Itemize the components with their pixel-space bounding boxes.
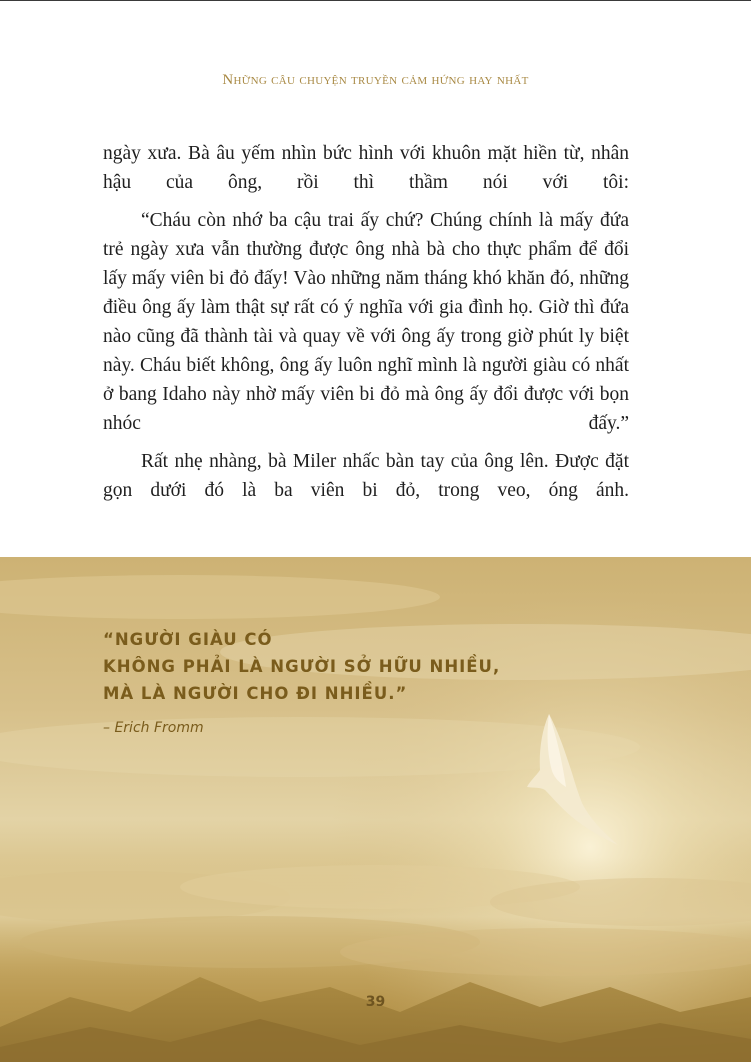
- quote-line: MÀ LÀ NGƯỜI CHO ĐI NHIỀU.”: [103, 684, 408, 703]
- body-text: [103, 139, 629, 514]
- paragraph-continuation: ngày xưa. Bà âu yếm nhìn bức hình với khuôn mặt hiền từ, nhân hậu của ông, rồi thì thầm nói với tôi:: [103, 143, 629, 193]
- quote-line: KHÔNG PHẢI LÀ NGƯỜI SỞ HỮU NHIỀU,: [103, 657, 501, 676]
- quote-block: [103, 626, 623, 707]
- quote-author: – Erich Fromm: [103, 720, 204, 736]
- paragraph-closing: Rất nhẹ nhàng, bà Miler nhấc bàn tay của ông lên. Được đặt gọn dưới đó là ba viên bi đỏ, trong veo, óng ánh.: [103, 451, 629, 501]
- quote-line: “NGƯỜI GIÀU CÓ: [103, 630, 273, 649]
- page-number: 39: [365, 994, 386, 1010]
- paragraph-quote: “Cháu còn nhớ ba cậu trai ấy chứ? Chúng chính là mấy đứa trẻ ngày xưa vẫn thường được ông nhà bà cho thực phẩm để đổi lấy mấy viên bi đỏ đấy! Vào những năm tháng khó khăn đó, những điều ông ấy làm thật sự rất có ý nghĩa với gia đình họ. Giờ thì đứa nào cũng đã thành tài và quay về với ông ấy trong giờ phút ly biệt này. Cháu biết không, ông ấy luôn nghĩ mình là người giàu có nhất ở bang Idaho này nhờ mấy viên bi đỏ mà ông ấy đổi được với bọn nhóc đấy.”: [103, 210, 629, 434]
- running-header: Những câu chuyện truyền cảm hứng hay nhất: [222, 72, 529, 88]
- top-rule: [0, 0, 751, 1]
